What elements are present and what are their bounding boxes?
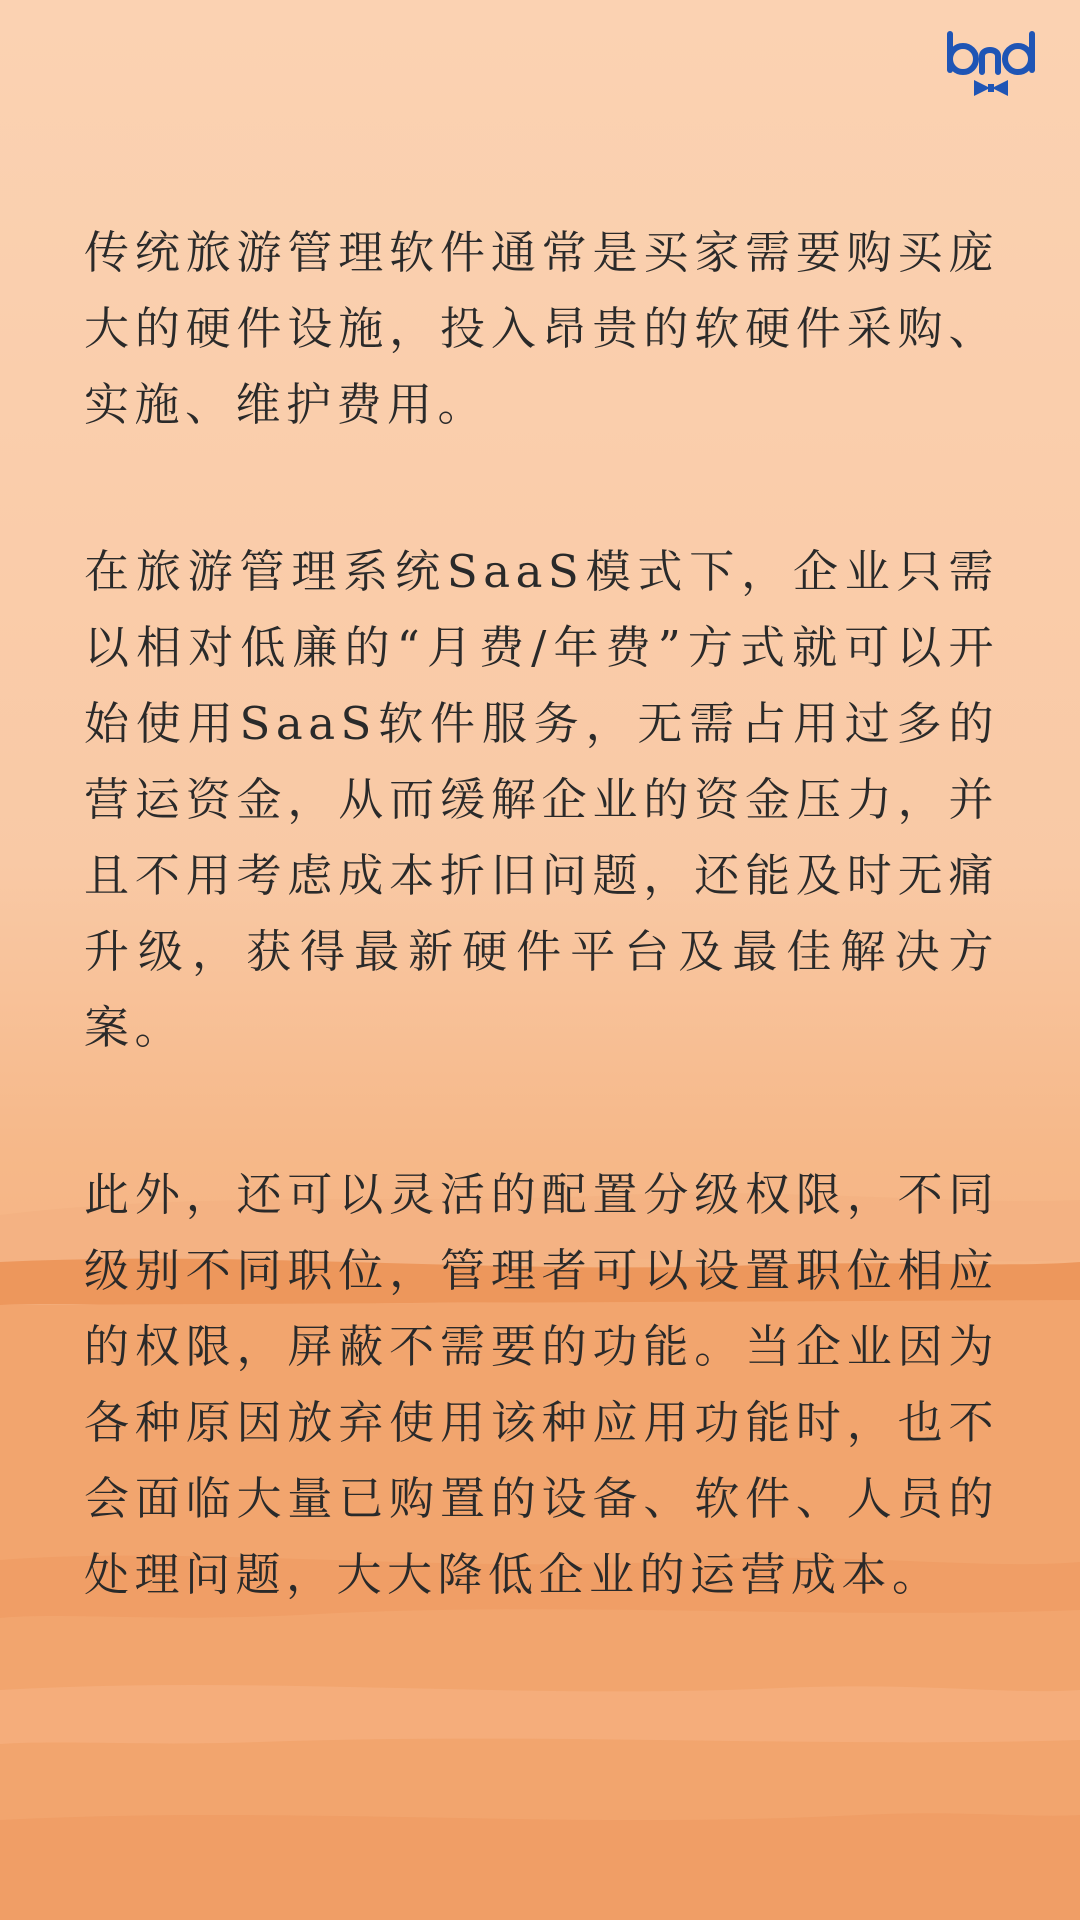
article-body bbox=[84, 215, 999, 1704]
paragraph-traditional-software: 传统旅游管理软件通常是买家需要购买庞大的硬件设施，投入昂贵的软硬件采购、实施、维护费用。 bbox=[84, 226, 999, 431]
paragraph-saas-mode: 在旅游管理系统SaaS模式下，企业只需以相对低廉的“月费/年费”方式就可以开始使用SaaS软件服务，无需占用过多的营运资金，从而缓解企业的资金压力，并且不用考虑成本折旧问题，还能及时无痛升级，获得最新硬件平台及最佳解决方案。 bbox=[84, 545, 999, 1054]
paragraph-permissions: 此外，还可以灵活的配置分级权限，不同级别不同职位，管理者可以设置职位相应的权限，屏蔽不需要的功能。当企业因为各种原因放弃使用该种应用功能时，也不会面临大量已购置的设备、软件、人员的处理问题，大大降低企业的运营成本。 bbox=[84, 1168, 999, 1601]
bnd-bowtie-logo-icon bbox=[944, 30, 1040, 102]
brush-stroke bbox=[0, 1813, 1080, 1920]
